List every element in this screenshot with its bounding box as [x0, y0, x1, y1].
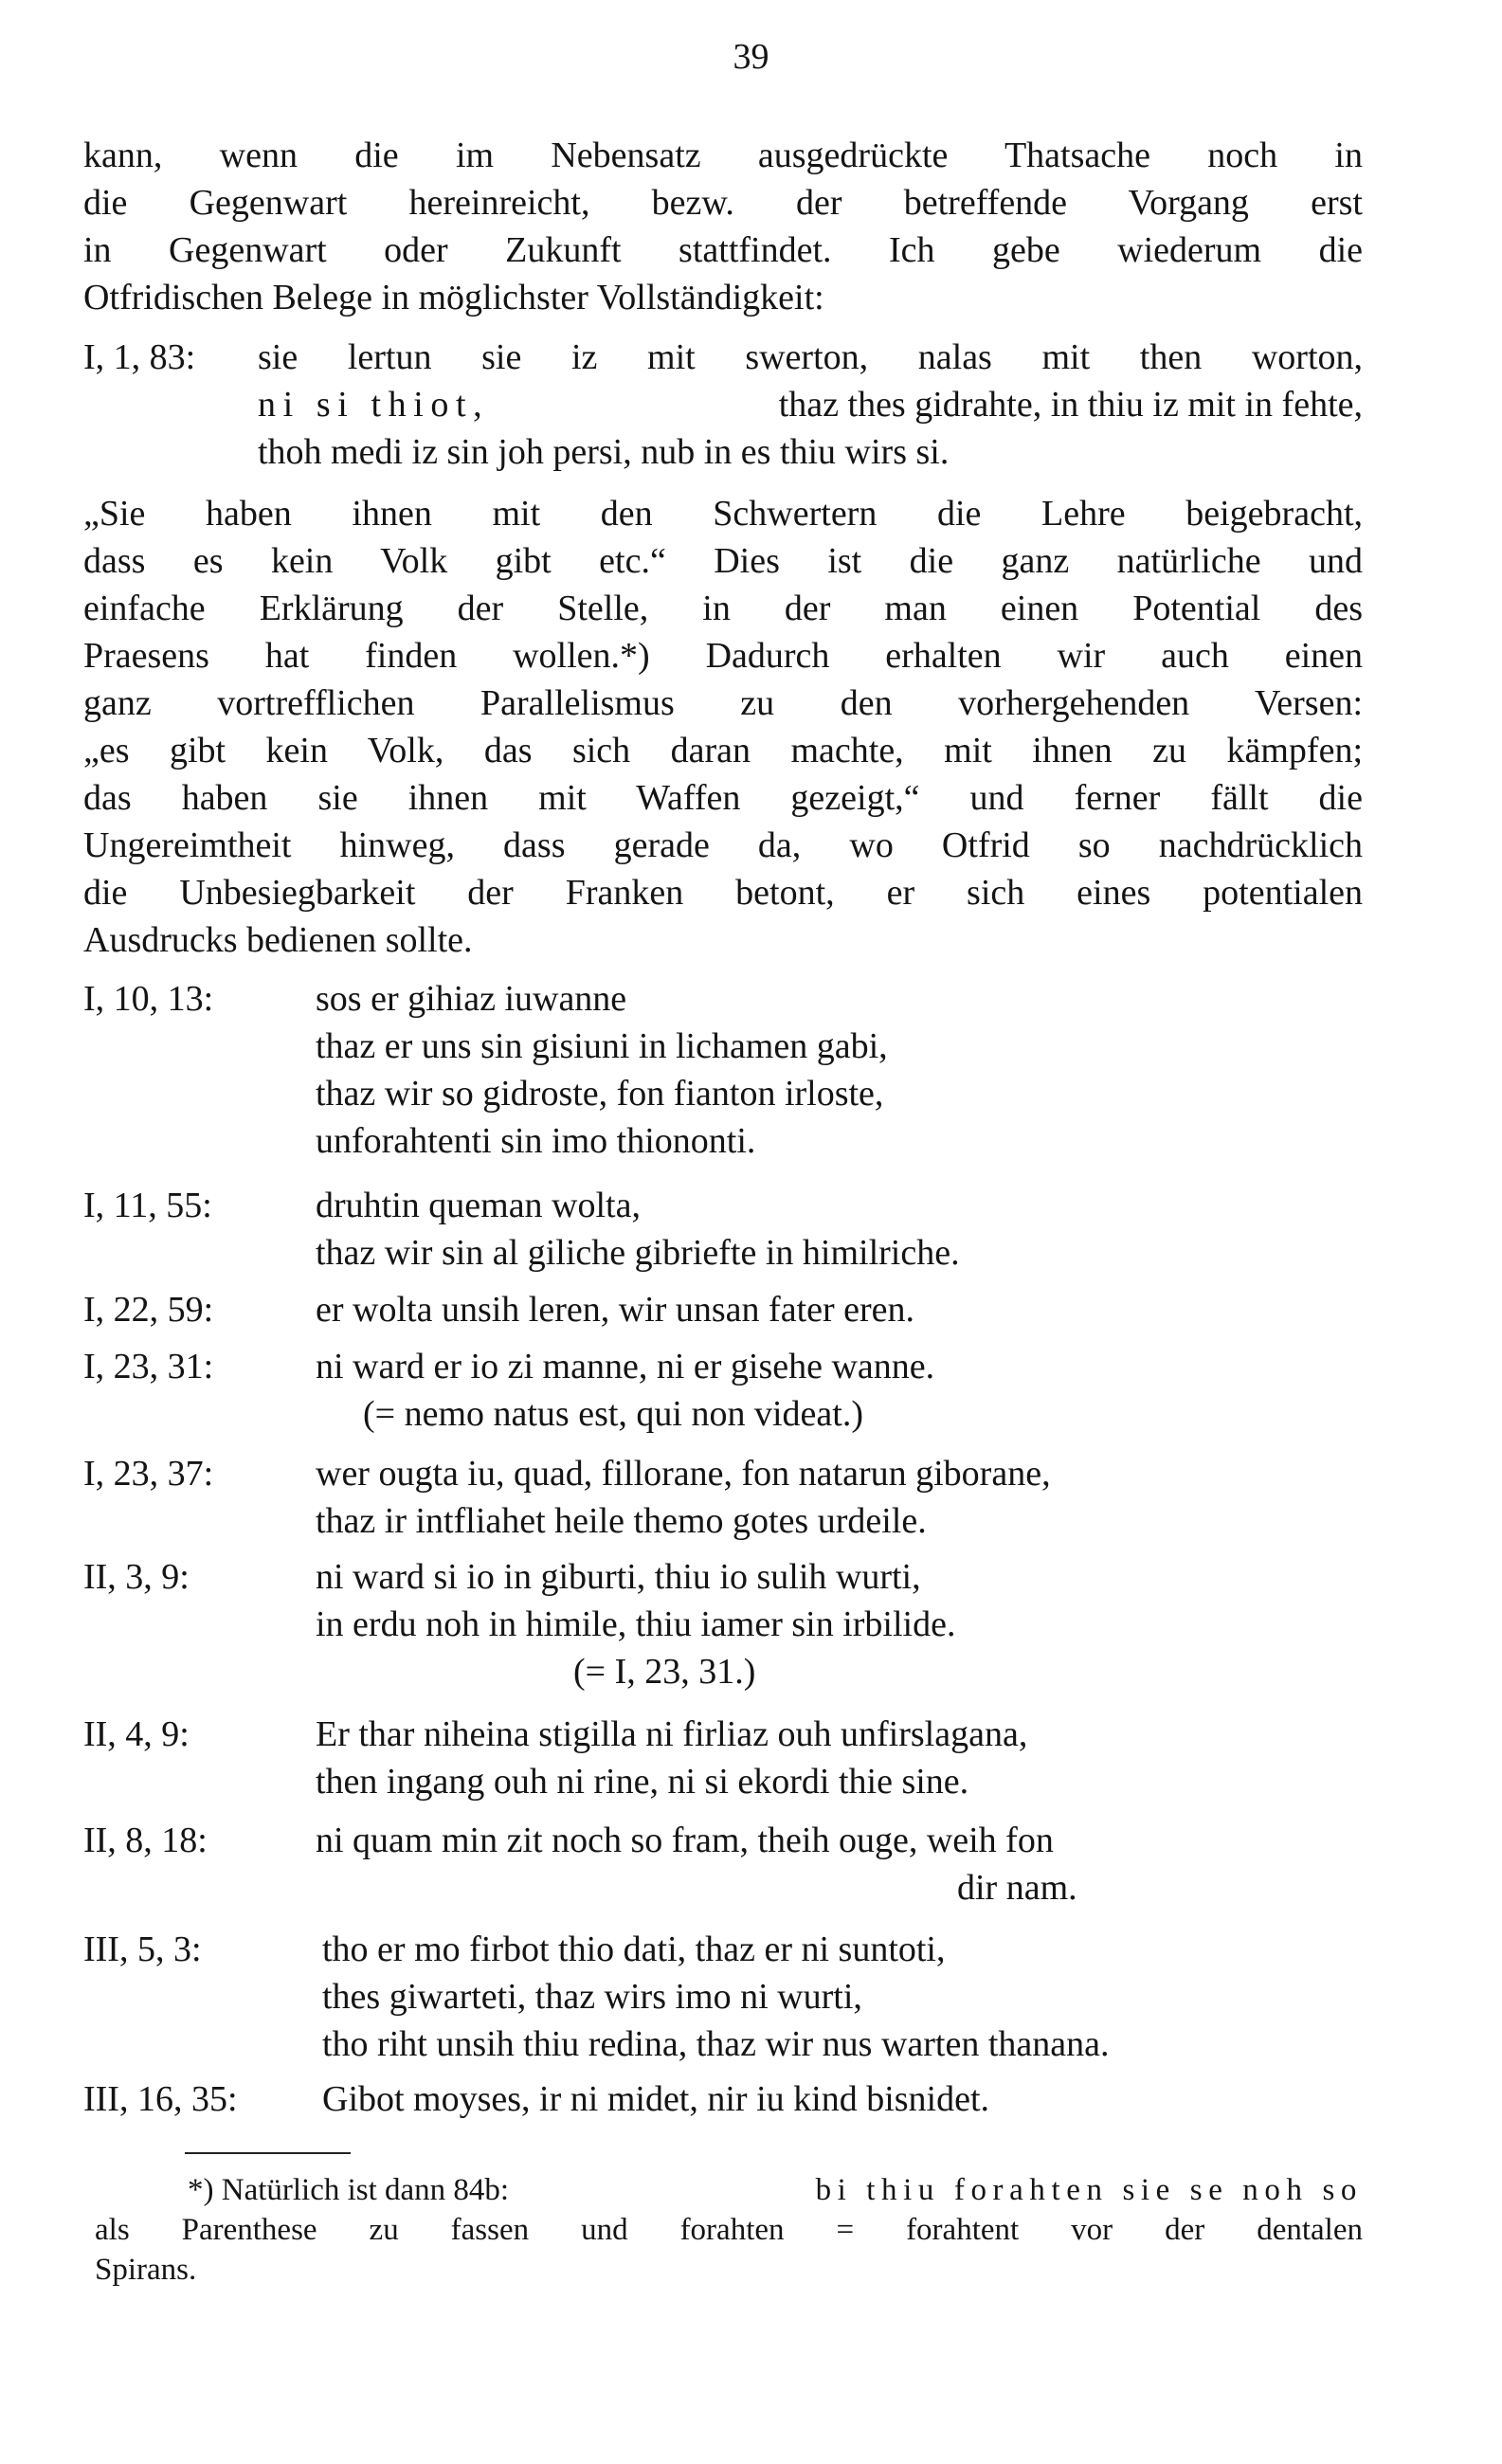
footnote-line-3: Spirans.	[95, 2253, 197, 2287]
para2-line-4: Praesens hat finden wollen.*) Dadurch erhalten wir auch einen	[83, 636, 1363, 676]
para2-line-5: ganz vortrefflichen Parallelismus zu den vorhergehenden Versen:	[83, 683, 1363, 723]
para1-line-1: kann, wenn die im Nebensatz ausgedrückte Thatsache noch in	[83, 136, 1363, 175]
citation-7-line-1: Er thar niheina stigilla ni firliaz ouh unfirslagana,	[316, 1714, 1028, 1754]
citation-ref-7: II, 4, 9:	[83, 1714, 190, 1754]
citation-6-line-3: (= I, 23, 31.)	[573, 1652, 756, 1692]
citation-10-line-1: Gibot moyses, ir ni midet, nir iu kind bisnidet.	[322, 2079, 990, 2119]
footnote-line-1-spaced: bi thiu forahten sie se noh so	[815, 2173, 1363, 2207]
citation-6-line-1: ni ward si io in giburti, thiu io sulih wurti,	[316, 1557, 921, 1597]
citation-5-line-1: wer ougta iu, quad, fillorane, fon natarun giborane,	[316, 1454, 1051, 1494]
footnote-rule	[185, 2152, 351, 2154]
citation-ref-5: I, 23, 37:	[83, 1454, 214, 1494]
para2-line-2: dass es kein Volk gibt etc.“ Dies ist die ganz natürliche und	[83, 541, 1363, 581]
citation-ref-9: III, 5, 3:	[83, 1930, 202, 1969]
page-number: 39	[733, 37, 769, 77]
citation-ref-6: II, 3, 9:	[83, 1557, 190, 1597]
citation-1-line-2: thaz er uns sin gisiuni in lichamen gabi,	[316, 1026, 888, 1066]
quote1-line-2	[258, 384, 1363, 427]
para2-line-9: die Unbesiegbarkeit der Franken betont, er sich eines potentialen	[83, 873, 1363, 913]
citation-ref-10: III, 16, 35:	[83, 2079, 238, 2119]
citation-ref-8: II, 8, 18:	[83, 1821, 208, 1860]
para2-line-7: das haben sie ihnen mit Waffen gezeigt,“ und ferner fällt die	[83, 778, 1363, 818]
para1-line-2: die Gegenwart hereinreicht, bezw. der betreffende Vorgang erst	[83, 183, 1363, 223]
quote1-line-2-rest: thaz thes gidrahte, in thiu iz mit in fehte,	[778, 385, 1363, 425]
citation-2-line-1: druhtin queman wolta,	[316, 1186, 641, 1225]
citation-4-line-1: ni ward er io zi manne, ni er gisehe wanne.	[316, 1347, 935, 1386]
quote1-line-2-spaced: ni si thiot,	[258, 385, 490, 425]
citation-3-line-1: er wolta unsih leren, wir unsan fater eren.	[316, 1290, 915, 1330]
para2-line-1: „Sie haben ihnen mit den Schwertern die Lehre beigebracht,	[83, 494, 1363, 534]
citation-8-line-1: ni quam min zit noch so fram, theih ouge, weih fon	[316, 1821, 1054, 1860]
para2-line-8: Ungereimtheit hinweg, dass gerade da, wo Otfrid so nachdrücklich	[83, 825, 1363, 865]
citation-1-line-1: sos er gihiaz iuwanne	[316, 979, 627, 1019]
para2-line-3: einfache Erklärung der Stelle, in der man einen Potential des	[83, 589, 1363, 628]
quote1-ref: I, 1, 83:	[83, 337, 196, 377]
citation-ref-2: I, 11, 55:	[83, 1186, 212, 1225]
citation-ref-1: I, 10, 13:	[83, 979, 214, 1019]
citation-2-line-2: thaz wir sin al giliche gibriefte in himilriche.	[316, 1233, 960, 1273]
footnote-line-1-start: *) Natürlich ist dann 84b:	[188, 2173, 510, 2207]
footnote-line-1	[188, 2172, 1363, 2210]
para2-line-6: „es gibt kein Volk, das sich daran machte, mit ihnen zu kämpfen;	[83, 731, 1363, 770]
citation-6-line-2: in erdu noh in himile, thiu iamer sin irbilide.	[316, 1604, 956, 1644]
quote1-line-3: thoh medi iz sin joh persi, nub in es thiu wirs si.	[258, 432, 950, 472]
citation-5-line-2: thaz ir intfliahet heile themo gotes urdeile.	[316, 1501, 927, 1541]
citation-7-line-2: then ingang ouh ni rine, ni si ekordi thie sine.	[316, 1762, 969, 1802]
citation-4-line-2: (= nemo natus est, qui non videat.)	[363, 1394, 863, 1434]
citation-9-line-1: tho er mo firbot thio dati, thaz er ni suntoti,	[322, 1930, 946, 1969]
citation-ref-4: I, 23, 31:	[83, 1347, 214, 1386]
footnote-line-2: als Parenthese zu fassen und forahten = forahtent vor der dentalen	[95, 2213, 1363, 2247]
citation-9-line-3: tho riht unsih thiu redina, thaz wir nus warten thanana.	[322, 2024, 1110, 2064]
citation-9-line-2: thes giwarteti, thaz wirs imo ni wurti,	[322, 1977, 862, 2017]
citation-1-line-4: unforahtenti sin imo thiononti.	[316, 1121, 756, 1161]
para2-line-10: Ausdrucks bedienen sollte.	[83, 920, 473, 960]
citation-8-line-2: dir nam.	[957, 1868, 1077, 1908]
para1-line-3: in Gegenwart oder Zukunft stattfindet. Ich gebe wiederum die	[83, 230, 1363, 270]
citation-1-line-3: thaz wir so gidroste, fon fianton irloste,	[316, 1074, 884, 1114]
para1-line-4: Otfridischen Belege in möglichster Vollständigkeit:	[83, 278, 824, 317]
citation-ref-3: I, 22, 59:	[83, 1290, 214, 1330]
quote1-line-1: sie lertun sie iz mit swerton, nalas mit then worton,	[258, 337, 1363, 377]
